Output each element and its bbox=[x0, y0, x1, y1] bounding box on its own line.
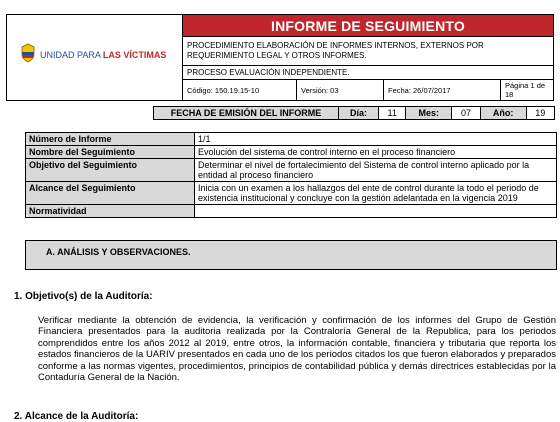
logo-cell bbox=[7, 15, 183, 101]
info-key: Número de Informe bbox=[26, 133, 195, 146]
doc-version: Versión: 03 bbox=[297, 80, 384, 101]
info-key: Normatividad bbox=[26, 205, 195, 218]
section-a-header bbox=[25, 240, 557, 270]
month-value: 07 bbox=[452, 107, 480, 120]
day-value: 11 bbox=[379, 107, 406, 120]
table-row bbox=[26, 159, 557, 182]
info-value: 1/1 bbox=[195, 133, 557, 146]
logo-text bbox=[40, 50, 166, 60]
info-key: Alcance del Seguimiento bbox=[26, 182, 195, 205]
heading-objectives: 1. Objetivo(s) de la Auditoría: bbox=[14, 291, 153, 302]
doc-page: Página 1 de 18 bbox=[501, 80, 554, 101]
table-row bbox=[26, 133, 557, 146]
info-value: Evolución del sistema de control interno en el proceso financiero bbox=[195, 146, 557, 159]
report-title: INFORME DE SEGUIMIENTO bbox=[183, 15, 554, 37]
logo-text-unit: UNIDAD PARA bbox=[40, 50, 103, 60]
colombia-seal-icon bbox=[20, 43, 36, 63]
report-info-table bbox=[25, 132, 557, 218]
process-name: PROCESO EVALUACIÓN INDEPENDIENTE. bbox=[183, 66, 554, 80]
table-row bbox=[26, 205, 557, 218]
year-label: Año: bbox=[480, 107, 526, 120]
doc-date: Fecha: 26/07/2017 bbox=[384, 80, 501, 101]
heading-scope: 2. Alcance de la Auditoría: bbox=[14, 411, 139, 422]
table-row bbox=[26, 182, 557, 205]
document-header bbox=[6, 14, 554, 101]
info-key: Nombre del Seguimiento bbox=[26, 146, 195, 159]
doc-code: Código: 150.19.15-10 bbox=[183, 80, 297, 101]
info-key: Objetivo del Seguimiento bbox=[26, 159, 195, 182]
day-label: Día: bbox=[339, 107, 379, 120]
info-value: Determinar el nivel de fortalecimiento del Sistema de control interno aplicado por la entidad al proceso financiero bbox=[195, 159, 557, 182]
objectives-paragraph: Verificar mediante la obtención de evidencia, la verificación y confirmación de los informes del Grupo de Gestión Financiera presentados para la auditoria realizada por la Contraloría General de la Republica, para los periodos comprendidos entre los años 2012 al 2019, entre otros, la información contable, financiera y tributaria que reporta los estados financieros de la UARIV presentados en cada uno de los periodos citados los que fueron elaborados y preparados conforme a las normas vigentes, procedimientos, principios de contabilidad pública y demás directrices establecidas por la Contaduría General de la Nación. bbox=[38, 315, 556, 384]
logo-text-victims: LAS VÍCTIMAS bbox=[102, 50, 167, 60]
emission-date-row bbox=[153, 106, 555, 120]
info-value bbox=[195, 205, 557, 218]
section-a-title: A. ANÁLISIS Y OBSERVACIONES. bbox=[46, 247, 191, 257]
info-value: Inicia con un examen a los hallazgos del ente de control durante la todo el periodo de existencia institucional y concluye con la gestión adelantada en la vigencia 2019 bbox=[195, 182, 557, 205]
emission-label: FECHA DE EMISIÓN DEL INFORME bbox=[154, 107, 339, 120]
procedure-name: PROCEDIMIENTO ELABORACIÓN DE INFORMES INTERNOS, EXTERNOS POR REQUERIMIENTO LEGAL Y OTROS INFORMES. bbox=[183, 37, 554, 66]
year-value: 19 bbox=[526, 107, 554, 120]
month-label: Mes: bbox=[406, 107, 452, 120]
table-row bbox=[26, 146, 557, 159]
